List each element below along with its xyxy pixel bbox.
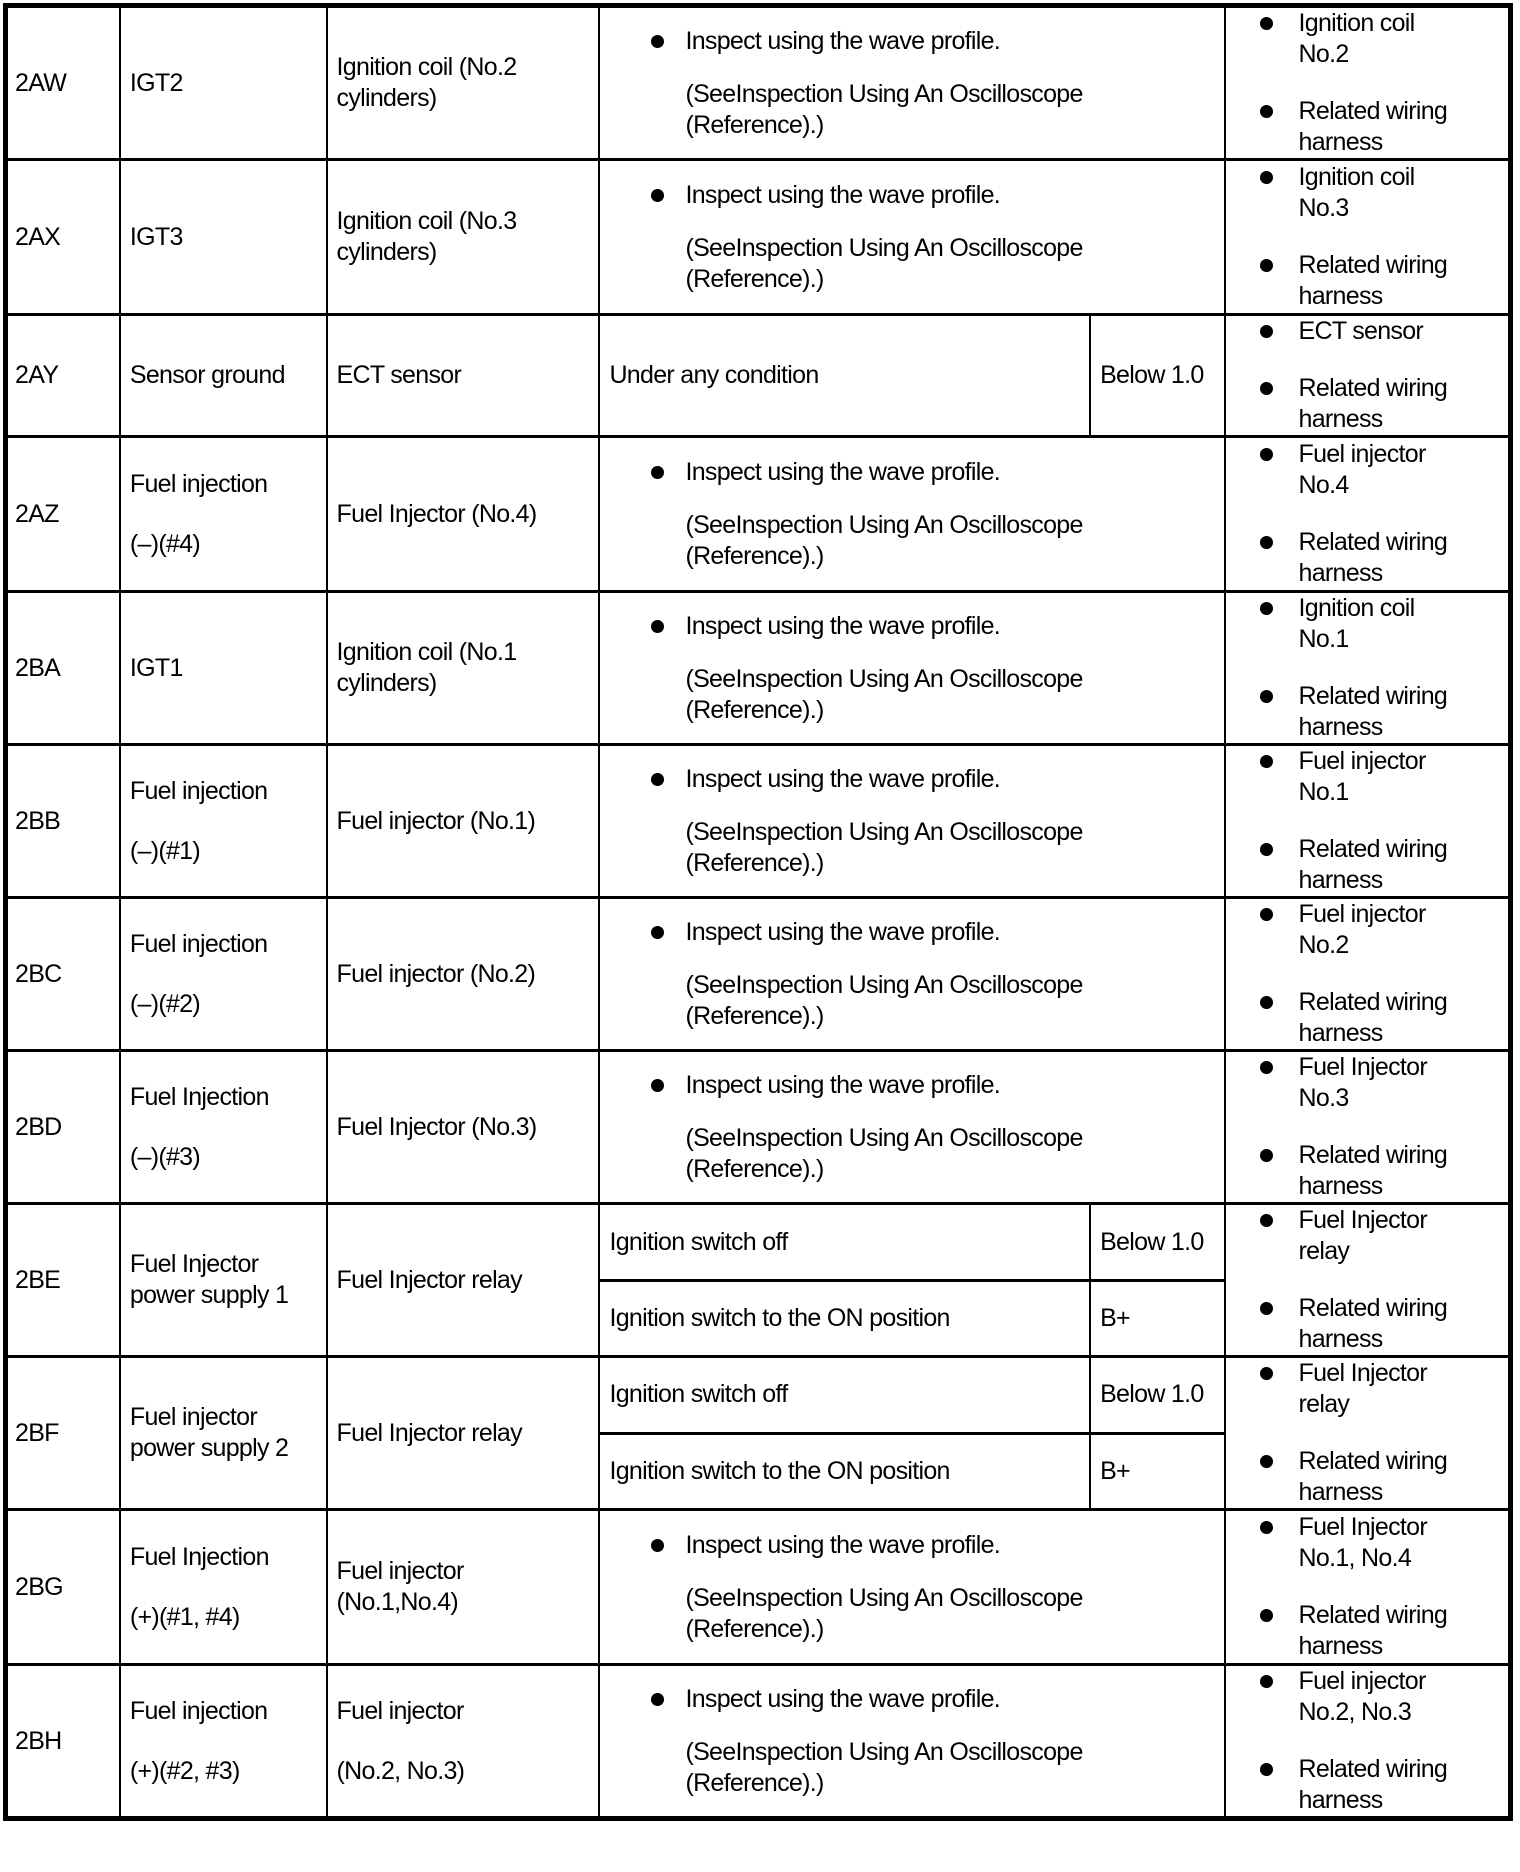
signal-cell: IGT2 — [120, 6, 327, 160]
suspect-item: Related wiring harness — [1298, 1141, 1448, 1200]
terminal-code: 2BF — [15, 1418, 59, 1447]
terminal-code: 2BC — [15, 959, 62, 988]
suspect-item: Ignition coil No.2 — [1298, 9, 1415, 68]
terminal-cell — [6, 898, 120, 1051]
signal-cell: Sensor ground — [120, 315, 327, 437]
condition-text: Ignition switch to the ON position — [609, 1456, 950, 1485]
suspect-item: Related wiring harness — [1298, 528, 1448, 587]
table-row — [6, 1357, 1511, 1434]
terminal-cell — [6, 315, 120, 437]
condition-cell — [599, 6, 1224, 160]
bullet-icon — [651, 1693, 664, 1706]
table-row — [6, 898, 1511, 1051]
condition-text: Ignition switch off — [609, 1227, 788, 1256]
terminal-code: 2AY — [15, 361, 59, 389]
terminal-code: 2AW — [15, 68, 67, 97]
condition-text: Ignition switch to the ON position — [609, 1304, 950, 1332]
condition-text: Ignition switch off — [609, 1380, 788, 1409]
condition-cell — [599, 592, 1224, 745]
suspect-item: Related wiring harness — [1298, 988, 1448, 1047]
bullet-icon — [651, 1079, 664, 1092]
condition-reference: (SeeInspection Using An Oscilloscope (Reference).) — [685, 970, 1083, 1030]
suspect-item: Ignition coil No.3 — [1298, 163, 1415, 222]
condition-text: Inspect using the wave profile. — [685, 917, 1001, 946]
condition-text: Inspect using the wave profile. — [685, 26, 1001, 55]
signal-cell: Fuel Injection (+)(#1, #4) — [120, 1510, 327, 1665]
condition-cell — [599, 1204, 1090, 1281]
suspect-item: Related wiring harness — [1298, 1294, 1448, 1353]
condition-cell — [599, 315, 1090, 437]
specified-value: Below 1.0 — [1100, 1227, 1204, 1256]
value-cell — [1090, 1204, 1224, 1281]
suspect-cell — [1225, 1051, 1511, 1204]
component-cell: Ignition coil (No.2 cylinders) — [327, 6, 600, 160]
table-row — [6, 315, 1511, 437]
component-cell: ECT sensor — [327, 315, 600, 437]
bullet-icon — [1260, 1609, 1273, 1622]
bullet-icon — [1260, 1149, 1273, 1162]
condition-cell — [599, 1281, 1090, 1357]
suspect-item: Related wiring harness — [1298, 682, 1448, 741]
specified-value: B+ — [1100, 1304, 1130, 1332]
specified-value: Below 1.0 — [1100, 1380, 1204, 1409]
terminal-code: 2BH — [15, 1726, 62, 1755]
component-cell: Fuel injector (No.1,No.4) — [327, 1510, 600, 1665]
value-cell — [1090, 1357, 1224, 1434]
terminal-cell — [6, 437, 120, 592]
table-row — [6, 1510, 1511, 1665]
bullet-icon — [1260, 325, 1273, 338]
condition-text: Inspect using the wave profile. — [685, 1070, 1001, 1099]
component-cell: Ignition coil (No.3 cylinders) — [327, 160, 600, 315]
suspect-cell — [1225, 1357, 1511, 1510]
bullet-icon — [651, 466, 664, 479]
bullet-icon — [1260, 996, 1273, 1009]
bullet-icon — [1260, 17, 1273, 30]
component-cell: Fuel Injector relay — [327, 1357, 600, 1510]
terminal-cell — [6, 160, 120, 315]
suspect-cell — [1225, 437, 1511, 592]
table-row — [6, 1051, 1511, 1204]
suspect-item: Fuel Injector No.1, No.4 — [1298, 1513, 1427, 1572]
condition-cell — [599, 898, 1224, 1051]
bullet-icon — [1260, 602, 1273, 615]
suspect-item: Fuel injector No.2, No.3 — [1298, 1667, 1426, 1726]
component-cell: Fuel Injector (No.3) — [327, 1051, 600, 1204]
suspect-cell — [1225, 592, 1511, 745]
suspect-item: Related wiring harness — [1298, 1601, 1448, 1660]
condition-text: Inspect using the wave profile. — [685, 764, 1001, 793]
table-row — [6, 745, 1511, 898]
suspect-cell — [1225, 1204, 1511, 1357]
terminal-cell — [6, 745, 120, 898]
bullet-icon — [1260, 755, 1273, 768]
ecm-terminal-table — [3, 3, 1513, 1821]
terminal-cell — [6, 1204, 120, 1357]
condition-text: Inspect using the wave profile. — [685, 611, 1001, 640]
condition-cell — [599, 1357, 1090, 1434]
condition-reference: (SeeInspection Using An Oscilloscope (Reference).) — [685, 233, 1083, 293]
condition-cell — [599, 1433, 1090, 1510]
component-cell: Fuel Injector (No.4) — [327, 437, 600, 592]
terminal-cell — [6, 1357, 120, 1510]
terminal-cell — [6, 1510, 120, 1665]
table-row — [6, 160, 1511, 315]
bullet-icon — [1260, 1214, 1273, 1227]
bullet-icon — [1260, 448, 1273, 461]
bullet-icon — [1260, 1763, 1273, 1776]
component-cell: Fuel injector (No.1) — [327, 745, 600, 898]
signal-cell: Fuel injector power supply 2 — [120, 1357, 327, 1510]
suspect-item: Fuel injector No.2 — [1298, 900, 1426, 959]
suspect-item: Related wiring harness — [1298, 1755, 1448, 1814]
suspect-item: Fuel injector No.4 — [1298, 440, 1426, 499]
signal-cell: Fuel injection (+)(#2, #3) — [120, 1665, 327, 1819]
terminal-code: 2BA — [15, 653, 61, 682]
condition-cell — [599, 745, 1224, 898]
bullet-icon — [1260, 1455, 1273, 1468]
suspect-cell — [1225, 898, 1511, 1051]
table-row — [6, 1665, 1511, 1819]
suspect-item: Fuel Injector relay — [1298, 1206, 1427, 1265]
condition-text: Inspect using the wave profile. — [685, 457, 1001, 486]
terminal-code: 2BB — [15, 806, 61, 835]
condition-text: Inspect using the wave profile. — [685, 1530, 1001, 1559]
table-row — [6, 592, 1511, 745]
signal-cell: Fuel Injector power supply 1 — [120, 1204, 327, 1357]
condition-reference: (SeeInspection Using An Oscilloscope (Reference).) — [685, 1737, 1083, 1797]
component-cell: Fuel injector (No.2) — [327, 898, 600, 1051]
table-row — [6, 6, 1511, 160]
bullet-icon — [1260, 843, 1273, 856]
component-cell: Ignition coil (No.1 cylinders) — [327, 592, 600, 745]
bullet-icon — [1260, 1675, 1273, 1688]
condition-reference: (SeeInspection Using An Oscilloscope (Reference).) — [685, 1123, 1083, 1183]
bullet-icon — [1260, 908, 1273, 921]
bullet-icon — [1260, 1061, 1273, 1074]
bullet-icon — [651, 773, 664, 786]
bullet-icon — [1260, 1302, 1273, 1315]
bullet-icon — [651, 35, 664, 48]
signal-cell: Fuel injection (–)(#4) — [120, 437, 327, 592]
signal-cell: Fuel injection (–)(#1) — [120, 745, 327, 898]
suspect-cell — [1225, 745, 1511, 898]
terminal-code: 2AX — [15, 222, 61, 251]
condition-reference: (SeeInspection Using An Oscilloscope (Reference).) — [685, 1583, 1083, 1643]
suspect-cell — [1225, 1510, 1511, 1665]
suspect-cell — [1225, 160, 1511, 315]
terminal-code: 2AZ — [15, 499, 59, 528]
suspect-item: Related wiring harness — [1298, 374, 1448, 433]
bullet-icon — [651, 620, 664, 633]
table-row — [6, 437, 1511, 592]
bullet-icon — [1260, 382, 1273, 395]
condition-reference: (SeeInspection Using An Oscilloscope (Reference).) — [685, 510, 1083, 570]
suspect-item: Related wiring harness — [1298, 251, 1448, 310]
signal-cell: IGT1 — [120, 592, 327, 745]
condition-cell — [599, 1510, 1224, 1665]
suspect-cell — [1225, 1665, 1511, 1819]
signal-cell: Fuel injection (–)(#2) — [120, 898, 327, 1051]
value-cell — [1090, 315, 1224, 437]
terminal-code: 2BD — [15, 1112, 62, 1141]
terminal-code: 2BE — [15, 1265, 61, 1294]
value-cell — [1090, 1433, 1224, 1510]
terminal-cell — [6, 1665, 120, 1819]
terminal-cell — [6, 1051, 120, 1204]
condition-cell — [599, 1665, 1224, 1819]
bullet-icon — [1260, 536, 1273, 549]
terminal-code: 2BG — [15, 1572, 63, 1601]
terminal-cell — [6, 6, 120, 160]
condition-cell — [599, 1051, 1224, 1204]
component-cell: Fuel Injector relay — [327, 1204, 600, 1357]
suspect-item: Fuel Injector No.3 — [1298, 1053, 1427, 1112]
suspect-item: ECT sensor — [1298, 317, 1424, 345]
suspect-item: Fuel injector No.1 — [1298, 747, 1426, 806]
condition-text: Inspect using the wave profile. — [685, 180, 1001, 209]
bullet-icon — [1260, 105, 1273, 118]
suspect-item: Fuel Injector relay — [1298, 1359, 1427, 1418]
condition-reference: (SeeInspection Using An Oscilloscope (Reference).) — [685, 79, 1083, 139]
bullet-icon — [651, 1539, 664, 1552]
table-row — [6, 1204, 1511, 1281]
signal-cell: Fuel Injection (–)(#3) — [120, 1051, 327, 1204]
suspect-item: Related wiring harness — [1298, 835, 1448, 894]
signal-cell: IGT3 — [120, 160, 327, 315]
component-cell: Fuel injector (No.2, No.3) — [327, 1665, 600, 1819]
suspect-item: Ignition coil No.1 — [1298, 594, 1415, 653]
condition-reference: (SeeInspection Using An Oscilloscope (Reference).) — [685, 817, 1083, 877]
suspect-item: Related wiring harness — [1298, 1447, 1448, 1506]
condition-reference: (SeeInspection Using An Oscilloscope (Reference).) — [685, 664, 1083, 724]
condition-text: Under any condition — [609, 361, 819, 389]
bullet-icon — [1260, 690, 1273, 703]
condition-cell — [599, 437, 1224, 592]
suspect-item: Related wiring harness — [1298, 97, 1448, 156]
condition-cell — [599, 160, 1224, 315]
bullet-icon — [1260, 1521, 1273, 1534]
specified-value: Below 1.0 — [1100, 361, 1204, 389]
condition-text: Inspect using the wave profile. — [685, 1684, 1001, 1713]
bullet-icon — [1260, 171, 1273, 184]
value-cell — [1090, 1281, 1224, 1357]
terminal-cell — [6, 592, 120, 745]
bullet-icon — [1260, 259, 1273, 272]
bullet-icon — [651, 926, 664, 939]
bullet-icon — [651, 189, 664, 202]
suspect-cell — [1225, 315, 1511, 437]
bullet-icon — [1260, 1367, 1273, 1380]
suspect-cell — [1225, 6, 1511, 160]
specified-value: B+ — [1100, 1456, 1130, 1485]
